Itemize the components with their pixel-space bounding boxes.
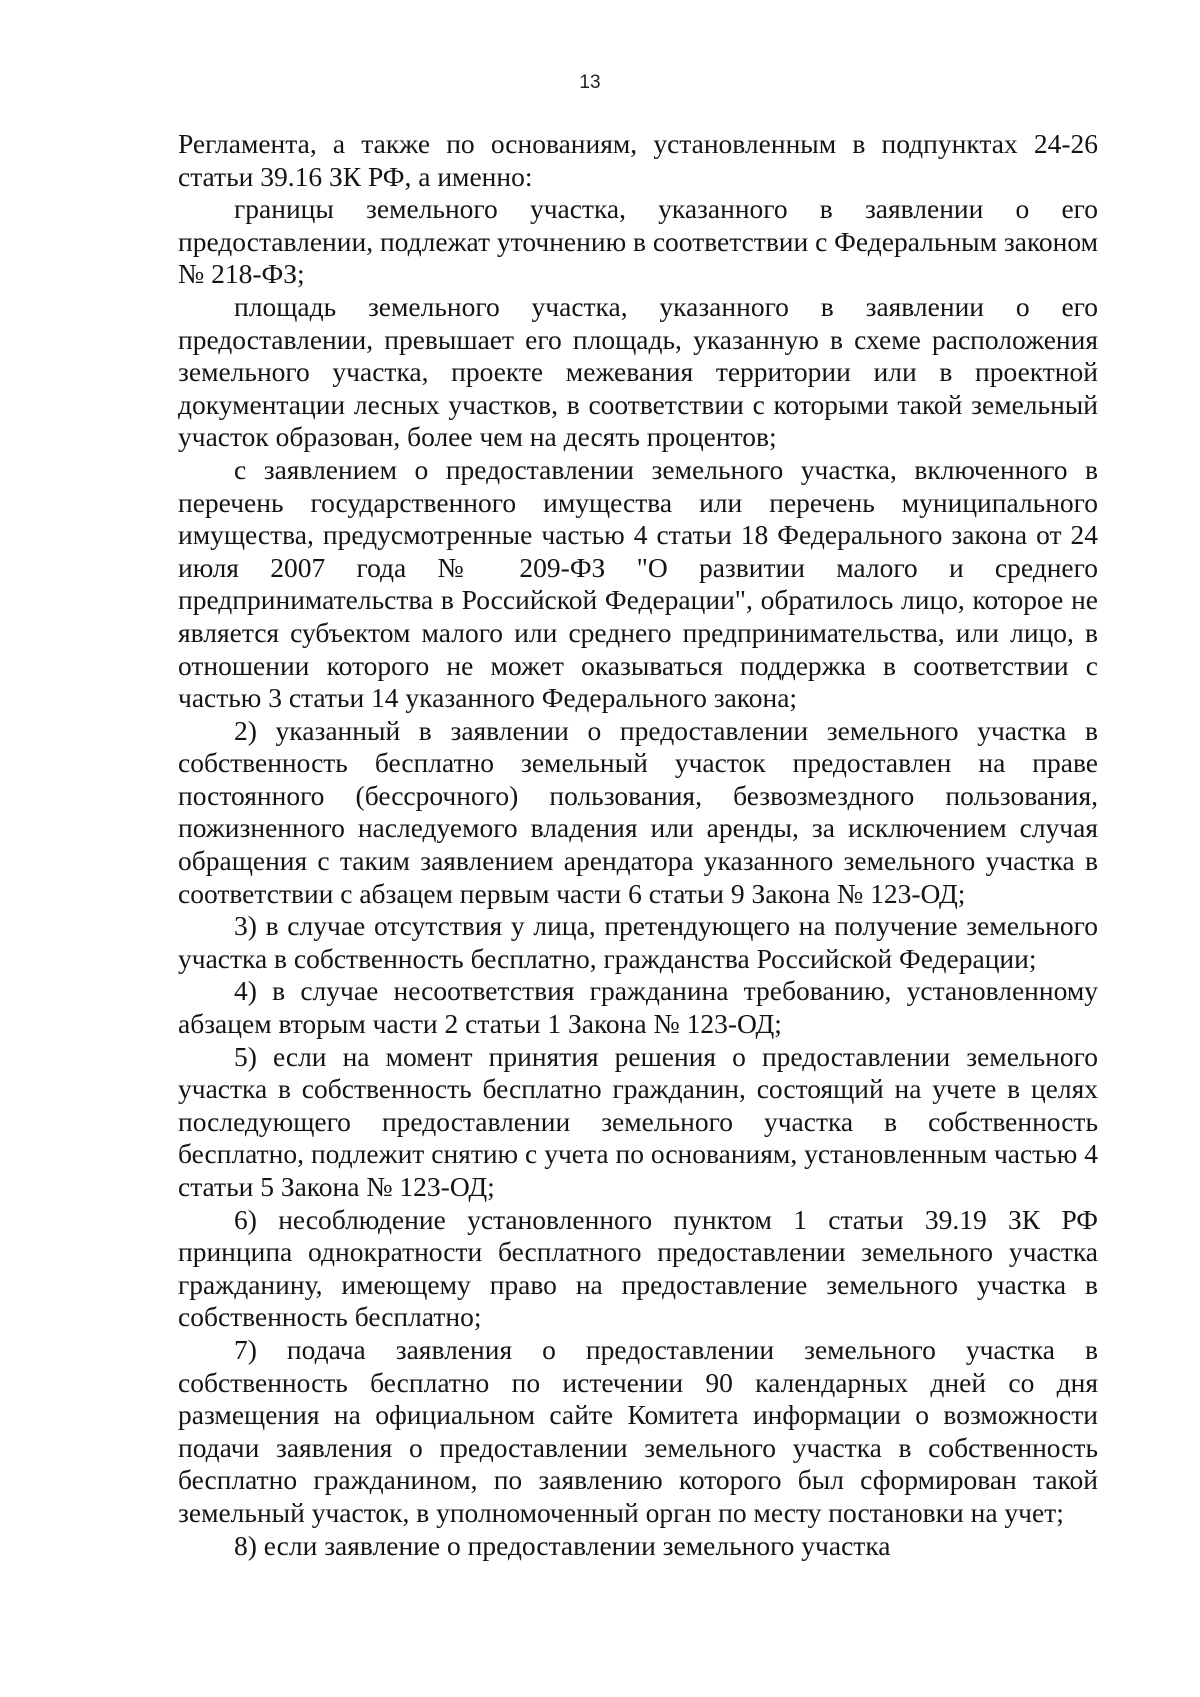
paragraph-item-7: 7) подача заявления о предоставлении земельного участка в собственность бесплатно по истечении 90 календарных дней со дня размещения на официальном сайте Комитета информации о возможности подачи заявления о предоставлении земельного участка в собственность бесплатно гражданином, по заявлению которого был сформирован такой земельный участок, в уполномоченный орган по месту постановки на учет; [178, 1333, 1098, 1528]
paragraph-4: с заявлением о предоставлении земельного участка, включенного в перечень государственного имущества или перечень муниципального имущества, предусмотренные частью 4 статьи 18 Федерального закона от 24 июля 2007 года № 209-ФЗ "О развитии малого и среднего предпринимательства в Российской Федерации", обратилось лицо, которое не является субъектом малого или среднего предпринимательства, или лицо, в отношении которого не может оказываться поддержка в соответствии с частью 3 статьи 14 указанного Федерального закона; [178, 453, 1098, 714]
paragraph-2: границы земельного участка, указанного в заявлении о его предоставлении, подлежат уточнению в соответствии с Федеральным законом № 218-ФЗ; [178, 193, 1099, 290]
page-number: 13 [579, 72, 601, 93]
paragraph-item-6: 6) несоблюдение установленного пунктом 1 статьи 39.19 ЗК РФ принципа однократности бесплатного предоставлении земельного участка гражданину, имеющему право на предоставление земельного участка в собственность бесплатно; [178, 1203, 1098, 1333]
paragraph-item-2: 2) указанный в заявлении о предоставлении земельного участка в собственность бесплатно земельный участок предоставлен на праве постоянного (бессрочного) пользования, безвозмездного пользования, пожизненного наследуемого владения или аренды, за исключением случая обращения с таким заявлением арендатора указанного земельного участка в соответствии с абзацем первым части 6 статьи 9 Закона № 123-ОД; [178, 714, 1098, 909]
paragraph-1: Регламента, а также по основаниям, установленным в подпунктах 24-26 статьи 39.16 ЗК РФ, а именно: [178, 128, 1098, 192]
paragraph-item-8: 8) если заявление о предоставлении земельного участка [234, 1529, 891, 1561]
document-body [178, 128, 1098, 1562]
paragraph-item-3: 3) в случае отсутствия у лица, претендующего на получение земельного участка в собственность бесплатно, гражданства Российской Федерации; [178, 910, 1098, 974]
paragraph-item-4: 4) в случае несоответствия гражданина требованию, установленному абзацем вторым части 2 статьи 1 Закона № 123-ОД; [178, 975, 1098, 1040]
paragraph-item-5: 5) если на момент принятия решения о предоставлении земельного участка в собственность бесплатно гражданин, состоящий на учете в целях последующего предоставлении земельного участка в собственность бесплатно, подлежит снятию с учета по основаниям, установленным частью 4 статьи 5 Закона № 123-ОД; [178, 1040, 1098, 1202]
paragraph-3: площадь земельного участка, указанного в заявлении о его предоставлении, превышает его площадь, указанную в схеме расположения земельного участка, проекте межевания территории или в проектной документации лесных участков, в соответствии с которыми такой земельный участок образован, более чем на десять процентов; [178, 290, 1098, 453]
